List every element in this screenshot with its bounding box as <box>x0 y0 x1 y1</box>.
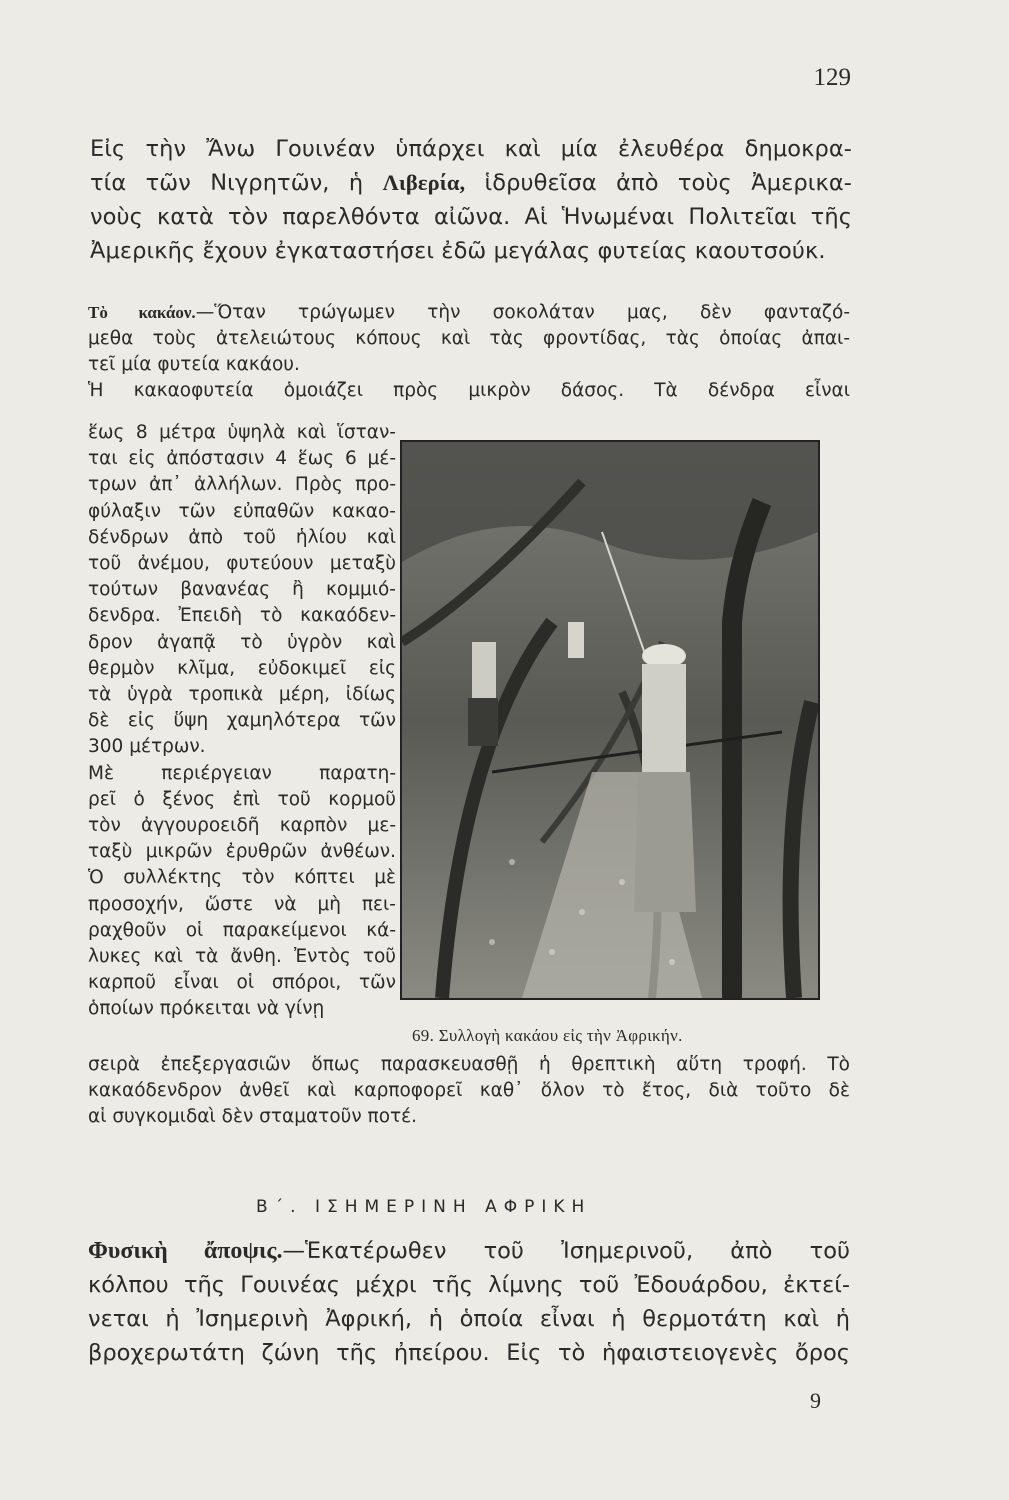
left-column-line: δρον ἀγαπᾷ τὸ ὑγρὸν καὶ <box>88 631 396 653</box>
left-column-line: τὸν ἀγγουροειδῆ καρπὸν με- <box>88 815 396 837</box>
left-column-line: τούτων βανανέας ἢ κομμιό- <box>88 579 396 601</box>
forest-illustration <box>402 442 818 998</box>
left-column-line: φύλαξιν τῶν εὐπαθῶν κακαο- <box>88 500 396 522</box>
left-column-line: 300 μέτρων. <box>88 736 206 758</box>
physical-lead: Φυσικὴ ἄποψις. <box>88 1238 283 1264</box>
footer-signature-number: 9 <box>810 1388 821 1413</box>
intro-line-2-rest: ἱδρυθεῖσα ἀπὸ τοὺς Ἀμερικα- <box>465 170 852 196</box>
physical-line-4: βροχερωτάτη ζώνη τῆς ἠπείρου. Εἰς τὸ ἡφαιστειογενὲς ὄρος <box>88 1340 850 1366</box>
figure-caption: 69. Συλλογὴ κακάου εἰς τὴν Ἀφρικήν. <box>412 1026 683 1045</box>
left-column-line: τὰ ὑγρὰ τροπικὰ μέρη, ἰδίως <box>88 684 396 706</box>
liberia-name: Λιβερία, <box>382 170 466 195</box>
cacao-line-1 <box>88 300 850 326</box>
physical-line-3: νεται ἡ Ἰσημερινὴ Ἀφρική, ἡ ὁποία εἶναι ἡ θερμοτάτη καὶ ἡ <box>88 1306 850 1332</box>
intro-line-1: Εἰς τὴν Ἄνω Γουινέαν ὑπάρχει καὶ μία ἐλευθέρα δημοκρα- <box>90 136 852 162</box>
left-column-line: ραχθοῦν οἱ παρακείμενοι κά- <box>88 919 396 941</box>
left-column-line: ρεῖ ὁ ξένος ἐπὶ τοῦ κορμοῦ <box>88 788 396 810</box>
left-column-line: ται εἰς ἀπόστασιν 4 ἕως 6 μέ- <box>88 448 396 470</box>
cacao-section <box>88 300 850 404</box>
left-column-line: ἕως 8 μέτρα ὑψηλὰ καὶ ἵσταν- <box>88 422 396 443</box>
left-column-text <box>88 420 396 1023</box>
left-column-line: ταξὺ μικρῶν ἐρυθρῶν ἀνθέων. <box>88 841 396 863</box>
left-column-line: δενδρα. Ἐπειδὴ τὸ κακαόδεν- <box>88 605 396 627</box>
intro-line-2-start: τία τῶν Νιγρητῶν, ἡ <box>90 170 383 196</box>
after-figure-text <box>88 1052 850 1131</box>
cacao-line-3: τεῖ μία φυτεία κακάου. <box>88 354 300 375</box>
left-column-line: θερμὸν κλῖμα, εὐδοκιμεῖ εἰς <box>88 657 396 679</box>
left-column-line: τοῦ ἀνέμου, φυτεύουν μεταξὺ <box>88 553 396 575</box>
intro-line-2 <box>90 166 852 200</box>
after-line-3: αἱ συγκομιδαὶ δὲν σταματοῦν ποτέ. <box>88 1106 418 1128</box>
left-column-line: λυκες καὶ τὰ ἄνθη. Ἐντὸς τοῦ <box>88 946 396 968</box>
page-number: 129 <box>813 64 851 91</box>
left-column-line: προσοχήν, ὥστε νὰ μὴ πει- <box>88 893 396 915</box>
section-heading: Β΄. ΙΣΗΜΕΡΙΝΗ ΑΦΡΙΚΗ <box>256 1197 592 1217</box>
after-line-1: σειρὰ ἐπεξεργασιῶν ὅπως παρασκευασθῇ ἡ θρεπτικὴ αὕτη τροφή. Τὸ <box>88 1054 850 1075</box>
physical-line-1-rest: —Ἑκατέρωθεν τοῦ Ἰσημερινοῦ, ἀπὸ τοῦ <box>282 1238 850 1264</box>
after-line-2: κακαόδενδρον ἀνθεῖ καὶ καρποφορεῖ καθ᾿ ὅλον τὸ ἔτος, διὰ τοῦτο δὲ <box>88 1080 850 1102</box>
left-column-line: καρποῦ εἶναι οἱ σπόροι, τῶν <box>88 972 396 994</box>
cacao-harvest-photo <box>400 440 820 1000</box>
intro-line-3: νοὺς κατὰ τὸν παρελθόντα αἰῶνα. Αἱ Ἡνωμέναι Πολιτεῖαι τῆς <box>90 204 852 230</box>
physical-paragraph <box>88 1234 850 1370</box>
cacao-line-2: μεθα τοὺς ἀτελειώτους κόπους καὶ τὰς φροντίδας, τὰς ὁποίας ἀπαι- <box>88 328 850 349</box>
left-column-line: δὲ εἰς ὕψη χαμηλότερα τῶν <box>88 710 396 732</box>
physical-line-2: κόλπου τῆς Γουινέας μέχρι τῆς λίμνης τοῦ Ἐδουάρδου, ἐκτεί- <box>88 1272 850 1298</box>
cacao-line-1-rest: —Ὅταν τρώγωμεν τὴν σοκολάταν μας, δὲν φανταζό- <box>195 302 850 323</box>
cacao-lead: Τὸ κακάον. <box>88 303 196 322</box>
intro-paragraph <box>90 132 852 268</box>
left-column-line: ὁποίων πρόκειται νὰ γίνῃ <box>88 998 325 1020</box>
cacao-line-4: Ἡ κακαοφυτεία ὁμοιάζει πρὸς μικρὸν δάσος. Τὰ δένδρα εἶναι <box>88 380 850 401</box>
left-column-line: Μὲ περιέργειαν παρατη- <box>88 762 396 784</box>
left-column-line: δένδρων ἀπὸ τοῦ ἡλίου καὶ <box>88 526 396 548</box>
left-column-line: Ὁ συλλέκτης τὸν κόπτει μὲ <box>88 867 396 889</box>
intro-line-4: Ἀμερικῆς ἔχουν ἐγκαταστήσει ἐδῶ μεγάλας φυτείας καουτσούκ. <box>90 238 826 264</box>
physical-line-1 <box>88 1234 850 1268</box>
left-column-line: τρων ἀπ᾿ ἀλλήλων. Πρὸς προ- <box>88 474 396 496</box>
